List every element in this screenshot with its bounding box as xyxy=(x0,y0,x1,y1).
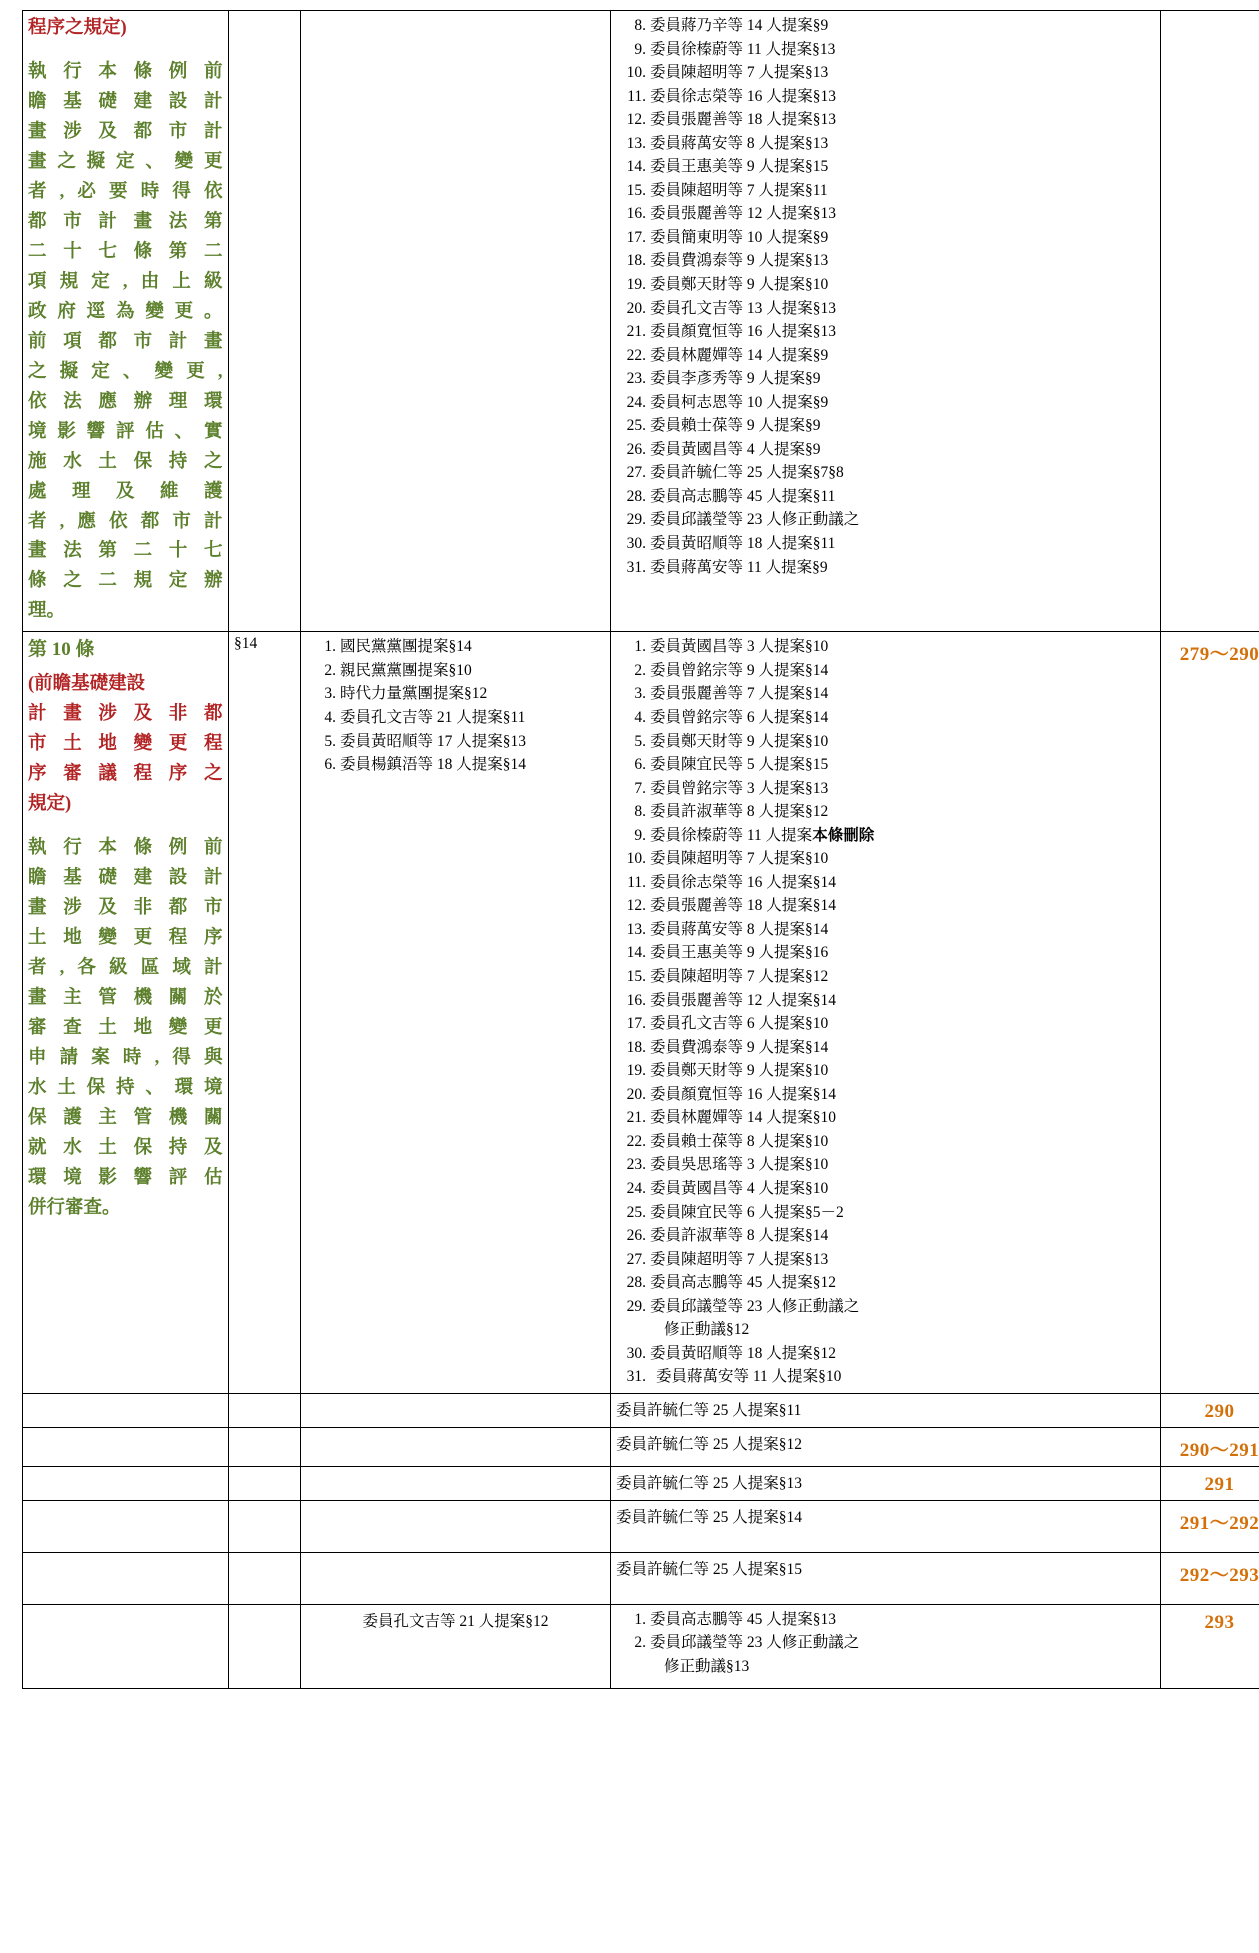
cell-page-range: 291～292 xyxy=(1161,1500,1259,1552)
list-item: 2. 親民黨黨團提案§10 xyxy=(324,661,472,679)
list-item: 22. 委員林麗嬋等 14 人提案§9 xyxy=(626,346,829,364)
list-item: 8. 委員許淑華等 8 人提案§12 xyxy=(634,803,829,821)
cell-page-range: 292～293 xyxy=(1161,1552,1259,1604)
list-item: 8. 委員蔣乃辛等 14 人提案§9 xyxy=(634,17,829,34)
proposal-text: 委員許毓仁等 25 人提案§14 xyxy=(616,1508,803,1526)
article-body-continued: 執行本條例前 瞻基礎建設計 畫涉及都市計 畫之擬定、變更 者,必要時得依 都市計畫法第 二十七條第二 項規定,由上級 政府逕為變更。 前項都市計畫 之擬定、變更, 依法應辦理環 境影響評估、實 施水土保持之 處理及維護 者,應依都市計 畫法第二十七 條之二規定辦 理。 xyxy=(28,61,223,622)
list-item: 5. 委員黃昭順等 17 人提案§13 xyxy=(324,732,527,750)
list-item: 19. 委員鄭天財等 9 人提案§10 xyxy=(626,276,829,294)
comparison-table xyxy=(22,10,1259,1689)
list-item: 15. 委員陳超明等 7 人提案§11 xyxy=(626,181,828,199)
table-row xyxy=(23,632,1259,1394)
list-item: 26. 委員黃國昌等 4 人提案§9 xyxy=(626,440,821,458)
table-row xyxy=(23,1393,1259,1427)
article-body: 執行本條例前 瞻基礎建設計 畫涉及非都市 土地變更程序 者,各級區域計 畫主管機關於 審查土地變更 申請案時,得與 水土保持、環境 保護主管機關 就水土保持及 環境影響評估 併行審查。 xyxy=(28,837,223,1218)
list-item: 1. 國民黨黨團提案§14 xyxy=(324,638,472,656)
party-proposal-list xyxy=(306,635,605,776)
list-item: 16. 委員張麗善等 12 人提案§13 xyxy=(626,205,837,223)
article-number: 第 10 條 xyxy=(28,639,95,661)
cell-page-range: 290～291 xyxy=(1161,1427,1259,1466)
list-item: 14. 委員王惠美等 9 人提案§15 xyxy=(626,158,829,176)
list-item: 21. 委員顏寬恒等 16 人提案§13 xyxy=(626,323,837,341)
cell-member-proposals xyxy=(611,1427,1161,1466)
cell-article-text xyxy=(23,11,229,632)
list-item: 18. 委員費鴻泰等 9 人提案§13 xyxy=(626,252,829,270)
list-item: 12. 委員張麗善等 18 人提案§13 xyxy=(626,111,837,129)
cell-section-ref: §14 xyxy=(229,632,301,1394)
list-item: 10. 委員陳超明等 7 人提案§10 xyxy=(626,850,829,868)
table-row xyxy=(23,1500,1259,1552)
cell-page-range: 291 xyxy=(1161,1466,1259,1500)
list-item: 13. 委員蔣萬安等 8 人提案§13 xyxy=(626,134,829,152)
list-item: 6. 委員陳宜民等 5 人提案§15 xyxy=(634,756,829,774)
cell-member-proposals xyxy=(611,1604,1161,1688)
party-proposal-text: 委員孔文吉等 21 人提案§12 xyxy=(362,1612,549,1630)
list-item: 28. 委員高志鵬等 45 人提案§11 xyxy=(626,487,836,505)
list-item: 25. 委員賴士葆等 9 人提案§9 xyxy=(626,417,821,435)
cell-section-ref xyxy=(229,1393,301,1427)
list-item: 13. 委員蔣萬安等 8 人提案§14 xyxy=(626,920,829,938)
list-item: 14. 委員王惠美等 9 人提案§16 xyxy=(626,944,829,962)
list-item: 9. 委員徐榛蔚等 11 人提案§13 xyxy=(634,40,836,58)
list-item: 17. 委員孔文吉等 6 人提案§10 xyxy=(626,1015,829,1033)
cell-article-text xyxy=(23,632,229,1394)
list-item: 17. 委員簡東明等 10 人提案§9 xyxy=(626,228,829,246)
table-row xyxy=(23,1466,1259,1500)
cell-member-proposals xyxy=(611,11,1161,632)
cell-party-proposals xyxy=(301,1604,611,1688)
cell-member-proposals xyxy=(611,1500,1161,1552)
cell-page-range: 290 xyxy=(1161,1393,1259,1427)
list-item: 10. 委員陳超明等 7 人提案§13 xyxy=(626,64,829,82)
cell-article-text xyxy=(23,1604,229,1688)
list-item: 29. 委員邱議瑩等 23 人修正動議之 修正動議§12 xyxy=(626,1297,860,1339)
cell-section-ref xyxy=(229,1552,301,1604)
list-item: 28. 委員高志鵬等 45 人提案§12 xyxy=(626,1274,837,1292)
list-item: 1. 委員黃國昌等 3 人提案§10 xyxy=(634,638,829,656)
list-item: 16. 委員張麗善等 12 人提案§14 xyxy=(626,991,837,1009)
list-item: 20. 委員孔文吉等 13 人提案§13 xyxy=(626,299,837,317)
cell-member-proposals xyxy=(611,1393,1161,1427)
list-item: 24. 委員柯志恩等 10 人提案§9 xyxy=(626,393,829,411)
article-subtitle-continued: 程序之規定) xyxy=(28,18,127,38)
cell-page-range xyxy=(1161,11,1259,632)
table-row xyxy=(23,11,1259,632)
list-item: 30. 委員黃昭順等 18 人提案§12 xyxy=(626,1344,837,1362)
list-item: 5. 委員鄭天財等 9 人提案§10 xyxy=(634,732,829,750)
list-item: 24. 委員黃國昌等 4 人提案§10 xyxy=(626,1179,829,1197)
cell-party-proposals xyxy=(301,1427,611,1466)
list-item: 12. 委員張麗善等 18 人提案§14 xyxy=(626,897,837,915)
cell-party-proposals xyxy=(301,1500,611,1552)
cell-party-proposals xyxy=(301,1552,611,1604)
proposal-text: 委員許毓仁等 25 人提案§12 xyxy=(616,1435,803,1453)
cell-party-proposals xyxy=(301,1466,611,1500)
list-item: 30. 委員黃昭順等 18 人提案§11 xyxy=(626,535,836,553)
list-item: 3. 委員張麗善等 7 人提案§14 xyxy=(634,685,829,703)
cell-section-ref xyxy=(229,1427,301,1466)
cell-party-proposals xyxy=(301,11,611,632)
list-item: 31. 委員蔣萬安等 11 人提案§9 xyxy=(626,558,828,576)
list-item: 20. 委員顏寬恒等 16 人提案§14 xyxy=(626,1085,837,1103)
deleted-article-note: 本條刪除 xyxy=(812,826,875,844)
cell-article-text xyxy=(23,1466,229,1500)
list-item: 23. 委員李彥秀等 9 人提案§9 xyxy=(626,370,821,388)
proposal-list xyxy=(616,14,1155,603)
cell-section-ref xyxy=(229,1604,301,1688)
list-item: 3. 時代力量黨團提案§12 xyxy=(324,685,488,703)
proposal-list xyxy=(616,1608,1155,1679)
cell-member-proposals xyxy=(611,1552,1161,1604)
cell-party-proposals xyxy=(301,632,611,1394)
list-item: 22. 委員賴士葆等 8 人提案§10 xyxy=(626,1132,829,1150)
spacer xyxy=(28,820,223,834)
table-row xyxy=(23,1604,1259,1688)
list-item: 4. 委員曾銘宗等 6 人提案§14 xyxy=(634,709,829,727)
list-item xyxy=(620,579,1155,603)
list-item: 11. 委員徐志榮等 16 人提案§13 xyxy=(627,87,837,105)
list-item: 7. 委員曾銘宗等 3 人提案§13 xyxy=(634,779,829,797)
list-item: 18. 委員費鴻泰等 9 人提案§14 xyxy=(626,1038,829,1056)
list-item: 29. 委員邱議瑩等 23 人修正動議之 xyxy=(626,511,860,529)
list-item: 27. 委員許毓仁等 25 人提案§7§8 xyxy=(626,464,844,482)
list-item: 27. 委員陳超明等 7 人提案§13 xyxy=(626,1250,829,1268)
proposal-text: 委員許毓仁等 25 人提案§15 xyxy=(616,1560,803,1578)
proposal-list xyxy=(616,635,1155,1389)
cell-article-text xyxy=(23,1500,229,1552)
spacer xyxy=(28,44,223,58)
cell-section-ref xyxy=(229,1466,301,1500)
list-item: 15. 委員陳超明等 7 人提案§12 xyxy=(626,968,829,986)
table-row xyxy=(23,1427,1259,1466)
list-item: 9. 委員徐榛蔚等 11 人提案本條刪除 xyxy=(634,826,875,844)
cell-page-range: 293 xyxy=(1161,1604,1259,1688)
list-item: 4. 委員孔文吉等 21 人提案§11 xyxy=(324,709,526,727)
list-item: 11. 委員徐志榮等 16 人提案§14 xyxy=(627,873,837,891)
list-item: 21. 委員林麗嬋等 14 人提案§10 xyxy=(626,1109,837,1127)
list-item: 2. 委員邱議瑩等 23 人修正動議之 修正動議§13 xyxy=(634,1634,860,1675)
cell-party-proposals xyxy=(301,1393,611,1427)
cell-page-range: 279～290 xyxy=(1161,632,1259,1394)
cell-article-text xyxy=(23,1393,229,1427)
list-item: 23. 委員吳思瑤等 3 人提案§10 xyxy=(626,1156,829,1174)
list-item: 2. 委員曾銘宗等 9 人提案§14 xyxy=(634,661,829,679)
cell-section-ref xyxy=(229,1500,301,1552)
cell-member-proposals xyxy=(611,632,1161,1394)
article-subtitle: (前瞻基礎建設 計畫涉及非都 市土地變更程 序審議程序之 規定) xyxy=(28,674,223,815)
list-item: 31. 委員蔣萬安等 11 人提案§10 xyxy=(626,1368,842,1386)
list-item: 19. 委員鄭天財等 9 人提案§10 xyxy=(626,1062,829,1080)
cell-article-text xyxy=(23,1552,229,1604)
cell-member-proposals xyxy=(611,1466,1161,1500)
cell-section-ref xyxy=(229,11,301,632)
list-item: 1. 委員高志鵬等 45 人提案§13 xyxy=(634,1610,837,1628)
list-item: 26. 委員許淑華等 8 人提案§14 xyxy=(626,1227,829,1245)
proposal-text: 委員許毓仁等 25 人提案§11 xyxy=(616,1401,802,1419)
list-item: 6. 委員楊鎮浯等 18 人提案§14 xyxy=(324,756,527,774)
table-row xyxy=(23,1552,1259,1604)
proposal-text: 委員許毓仁等 25 人提案§13 xyxy=(616,1474,803,1492)
list-item: 25. 委員陳宜民等 6 人提案§5－2 xyxy=(626,1203,844,1221)
cell-article-text xyxy=(23,1427,229,1466)
